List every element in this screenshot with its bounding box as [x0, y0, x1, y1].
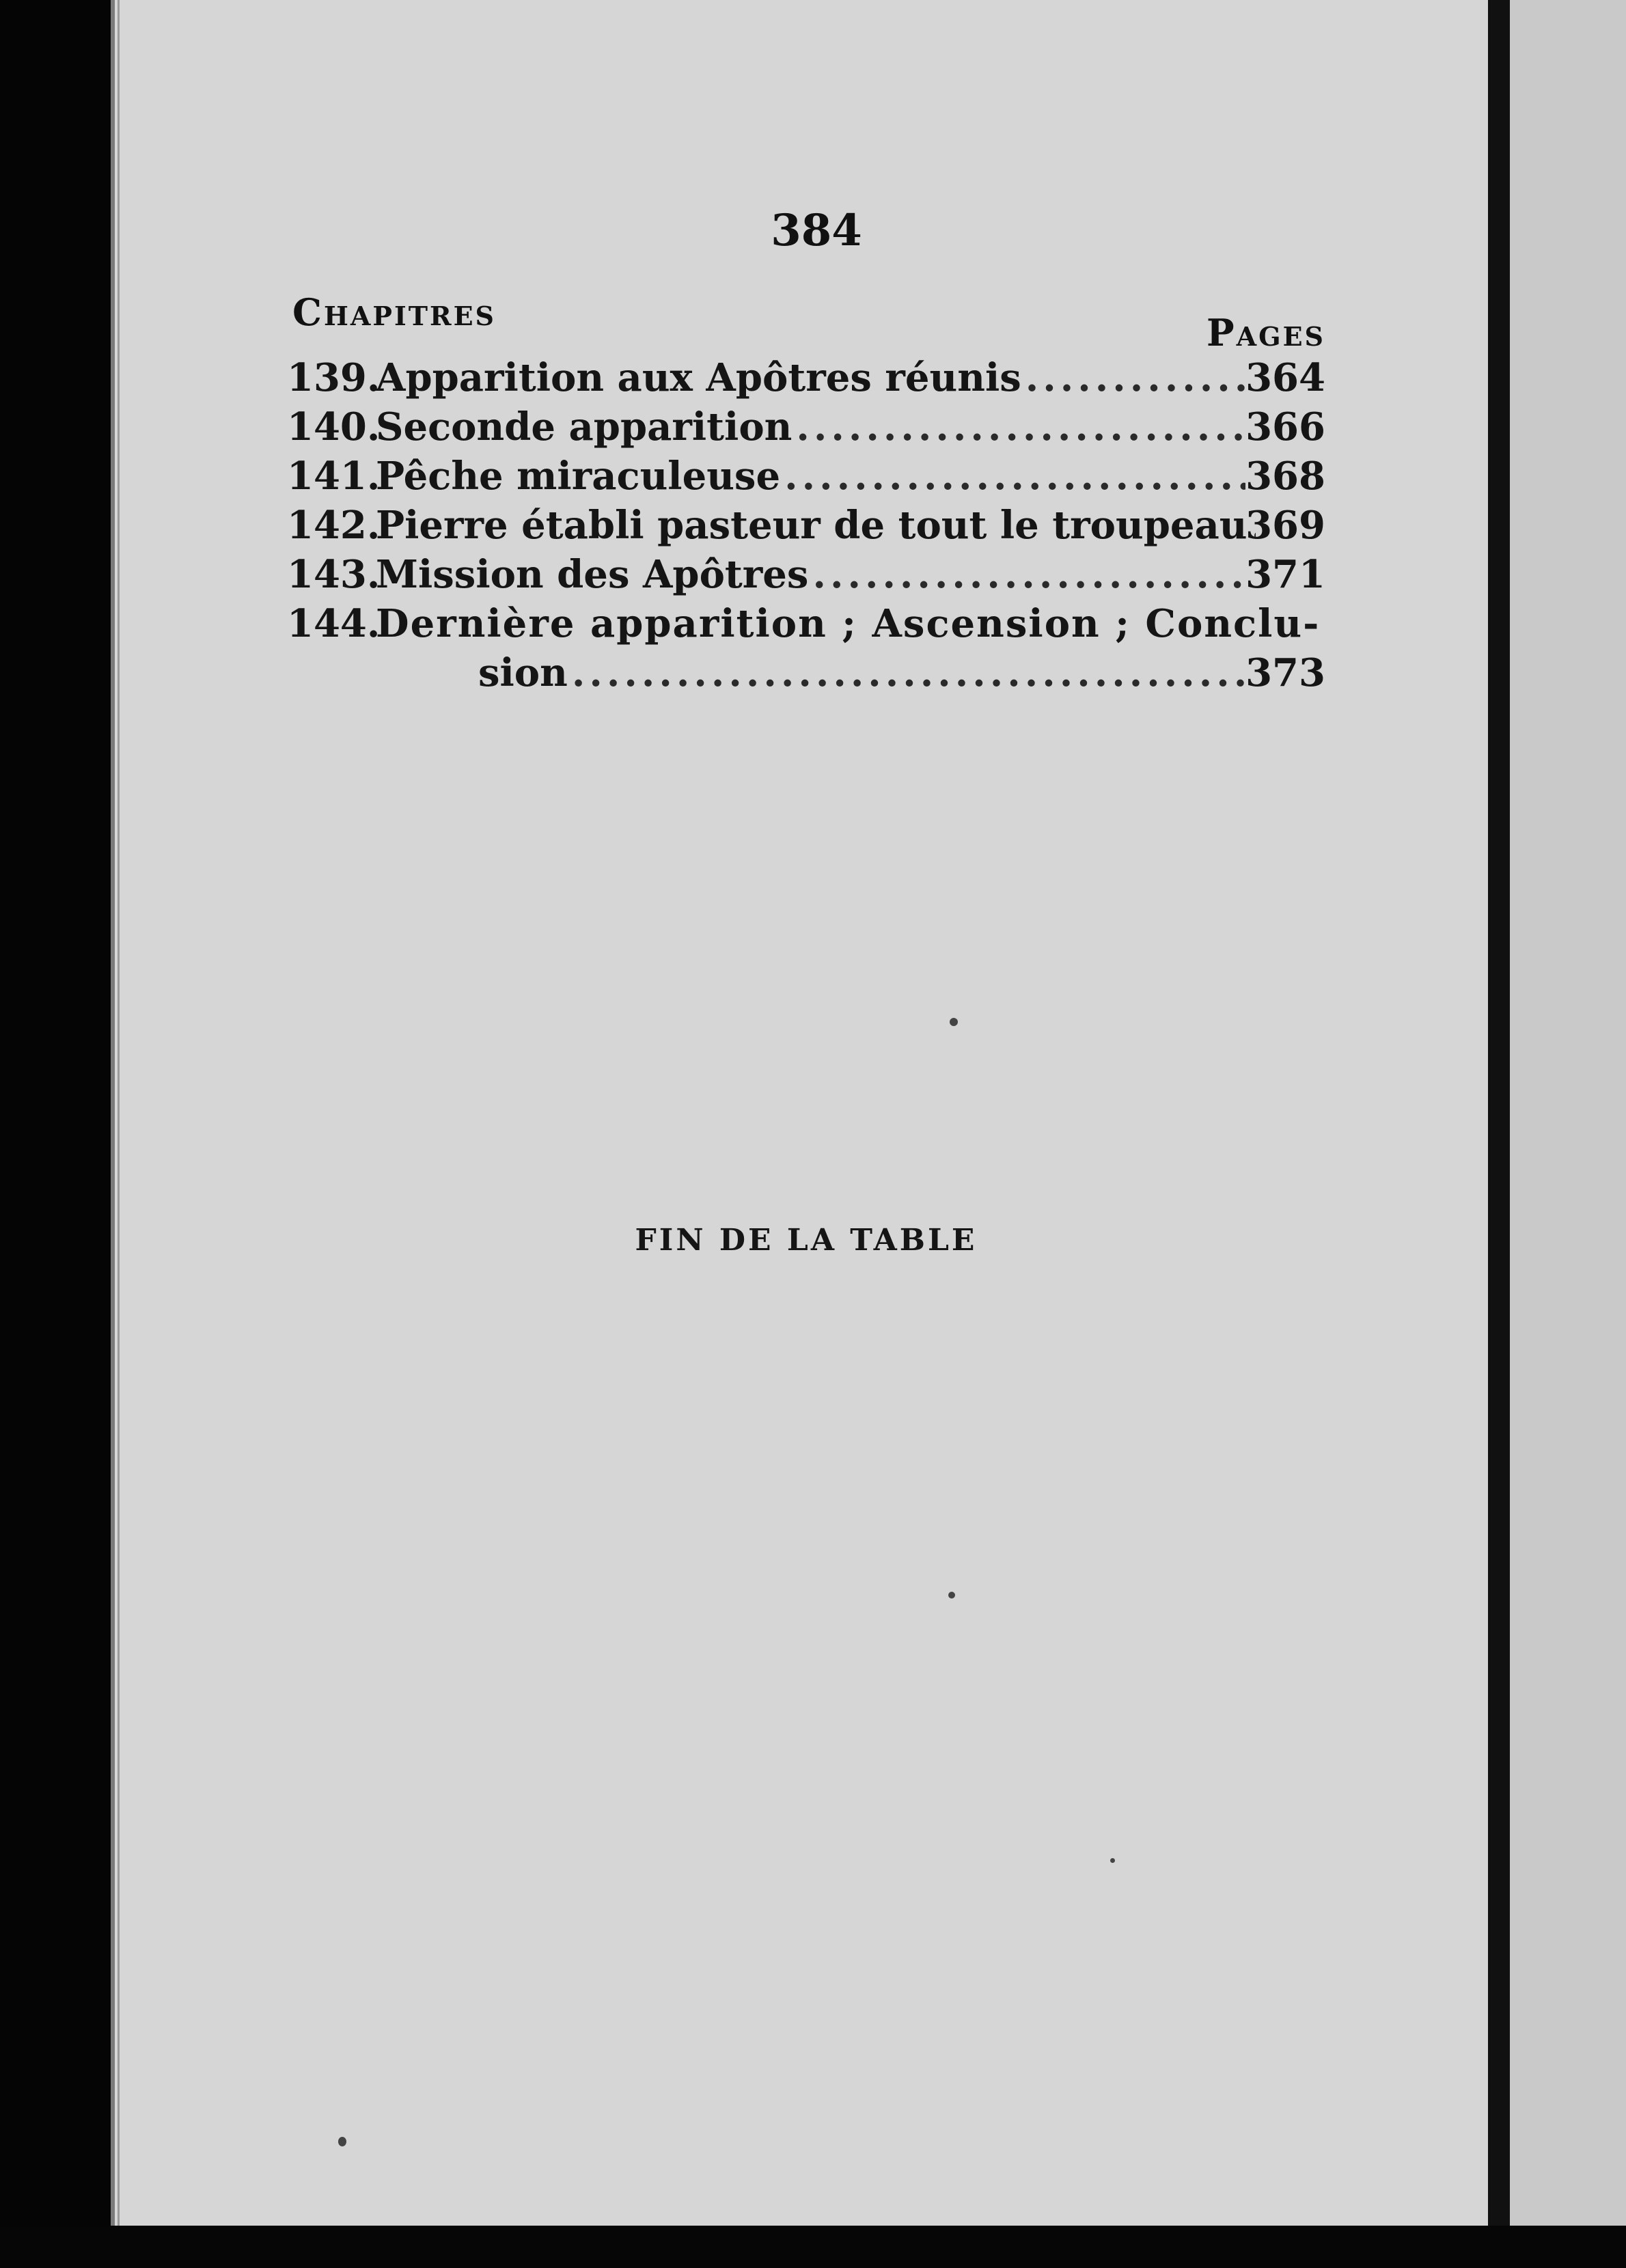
- toc-entry: [287, 404, 1325, 454]
- chapter-title: Pierre établi pasteur de tout le troupeau: [376, 503, 1248, 548]
- leader-dots: [1021, 355, 1245, 400]
- page-border-line: [118, 0, 120, 2268]
- column-header-chapitres: Chapitres: [292, 290, 496, 334]
- chapter-number: 144.: [287, 601, 381, 646]
- chapter-title: Apparition aux Apôtres réunis: [376, 355, 1021, 400]
- chapter-page: 368: [1245, 454, 1325, 499]
- table-of-contents: [287, 355, 1325, 700]
- chapter-page: 371: [1245, 552, 1325, 597]
- book-gutter: [1488, 0, 1513, 2268]
- chapter-title-continued: sion: [478, 650, 568, 695]
- leader-dots: [808, 552, 1245, 597]
- chapter-number: 143.: [287, 552, 381, 597]
- chapter-title: Dernière apparition ; Ascension ; Conclu-: [376, 601, 1321, 646]
- paper-speck: [948, 1592, 955, 1599]
- toc-entry: [287, 601, 1325, 700]
- scan-bottom-border: [0, 2226, 1626, 2268]
- paper-speck: [950, 1018, 958, 1026]
- paper-speck: [1110, 1858, 1115, 1863]
- chapter-number: 139.: [287, 355, 381, 400]
- paper-speck: [338, 2137, 346, 2146]
- chapter-number: 141.: [287, 454, 381, 499]
- page-number: 384: [771, 205, 862, 256]
- toc-entry: [287, 552, 1325, 601]
- leader-dots: [792, 404, 1245, 450]
- chapter-title: Mission des Apôtres: [376, 552, 809, 597]
- chapter-number: 142.: [287, 503, 381, 548]
- chapter-page: 366: [1245, 404, 1325, 450]
- chapter-title: Pêche miraculeuse: [376, 454, 781, 499]
- chapter-page: 373: [1245, 650, 1325, 695]
- toc-entry: [287, 503, 1325, 552]
- end-of-table-label: FIN DE LA TABLE: [635, 1223, 978, 1258]
- chapter-title: Seconde apparition: [376, 404, 793, 450]
- leader-dots: [568, 650, 1245, 695]
- chapter-page: 369: [1245, 503, 1325, 548]
- toc-entry: [287, 355, 1325, 404]
- toc-entry: [287, 454, 1325, 503]
- chapter-number: 140.: [287, 404, 381, 450]
- chapter-page: 364: [1245, 355, 1325, 400]
- facing-page-edge: [1510, 0, 1626, 2268]
- column-header-pages: Pages: [1207, 311, 1325, 355]
- leader-dots: [780, 454, 1245, 499]
